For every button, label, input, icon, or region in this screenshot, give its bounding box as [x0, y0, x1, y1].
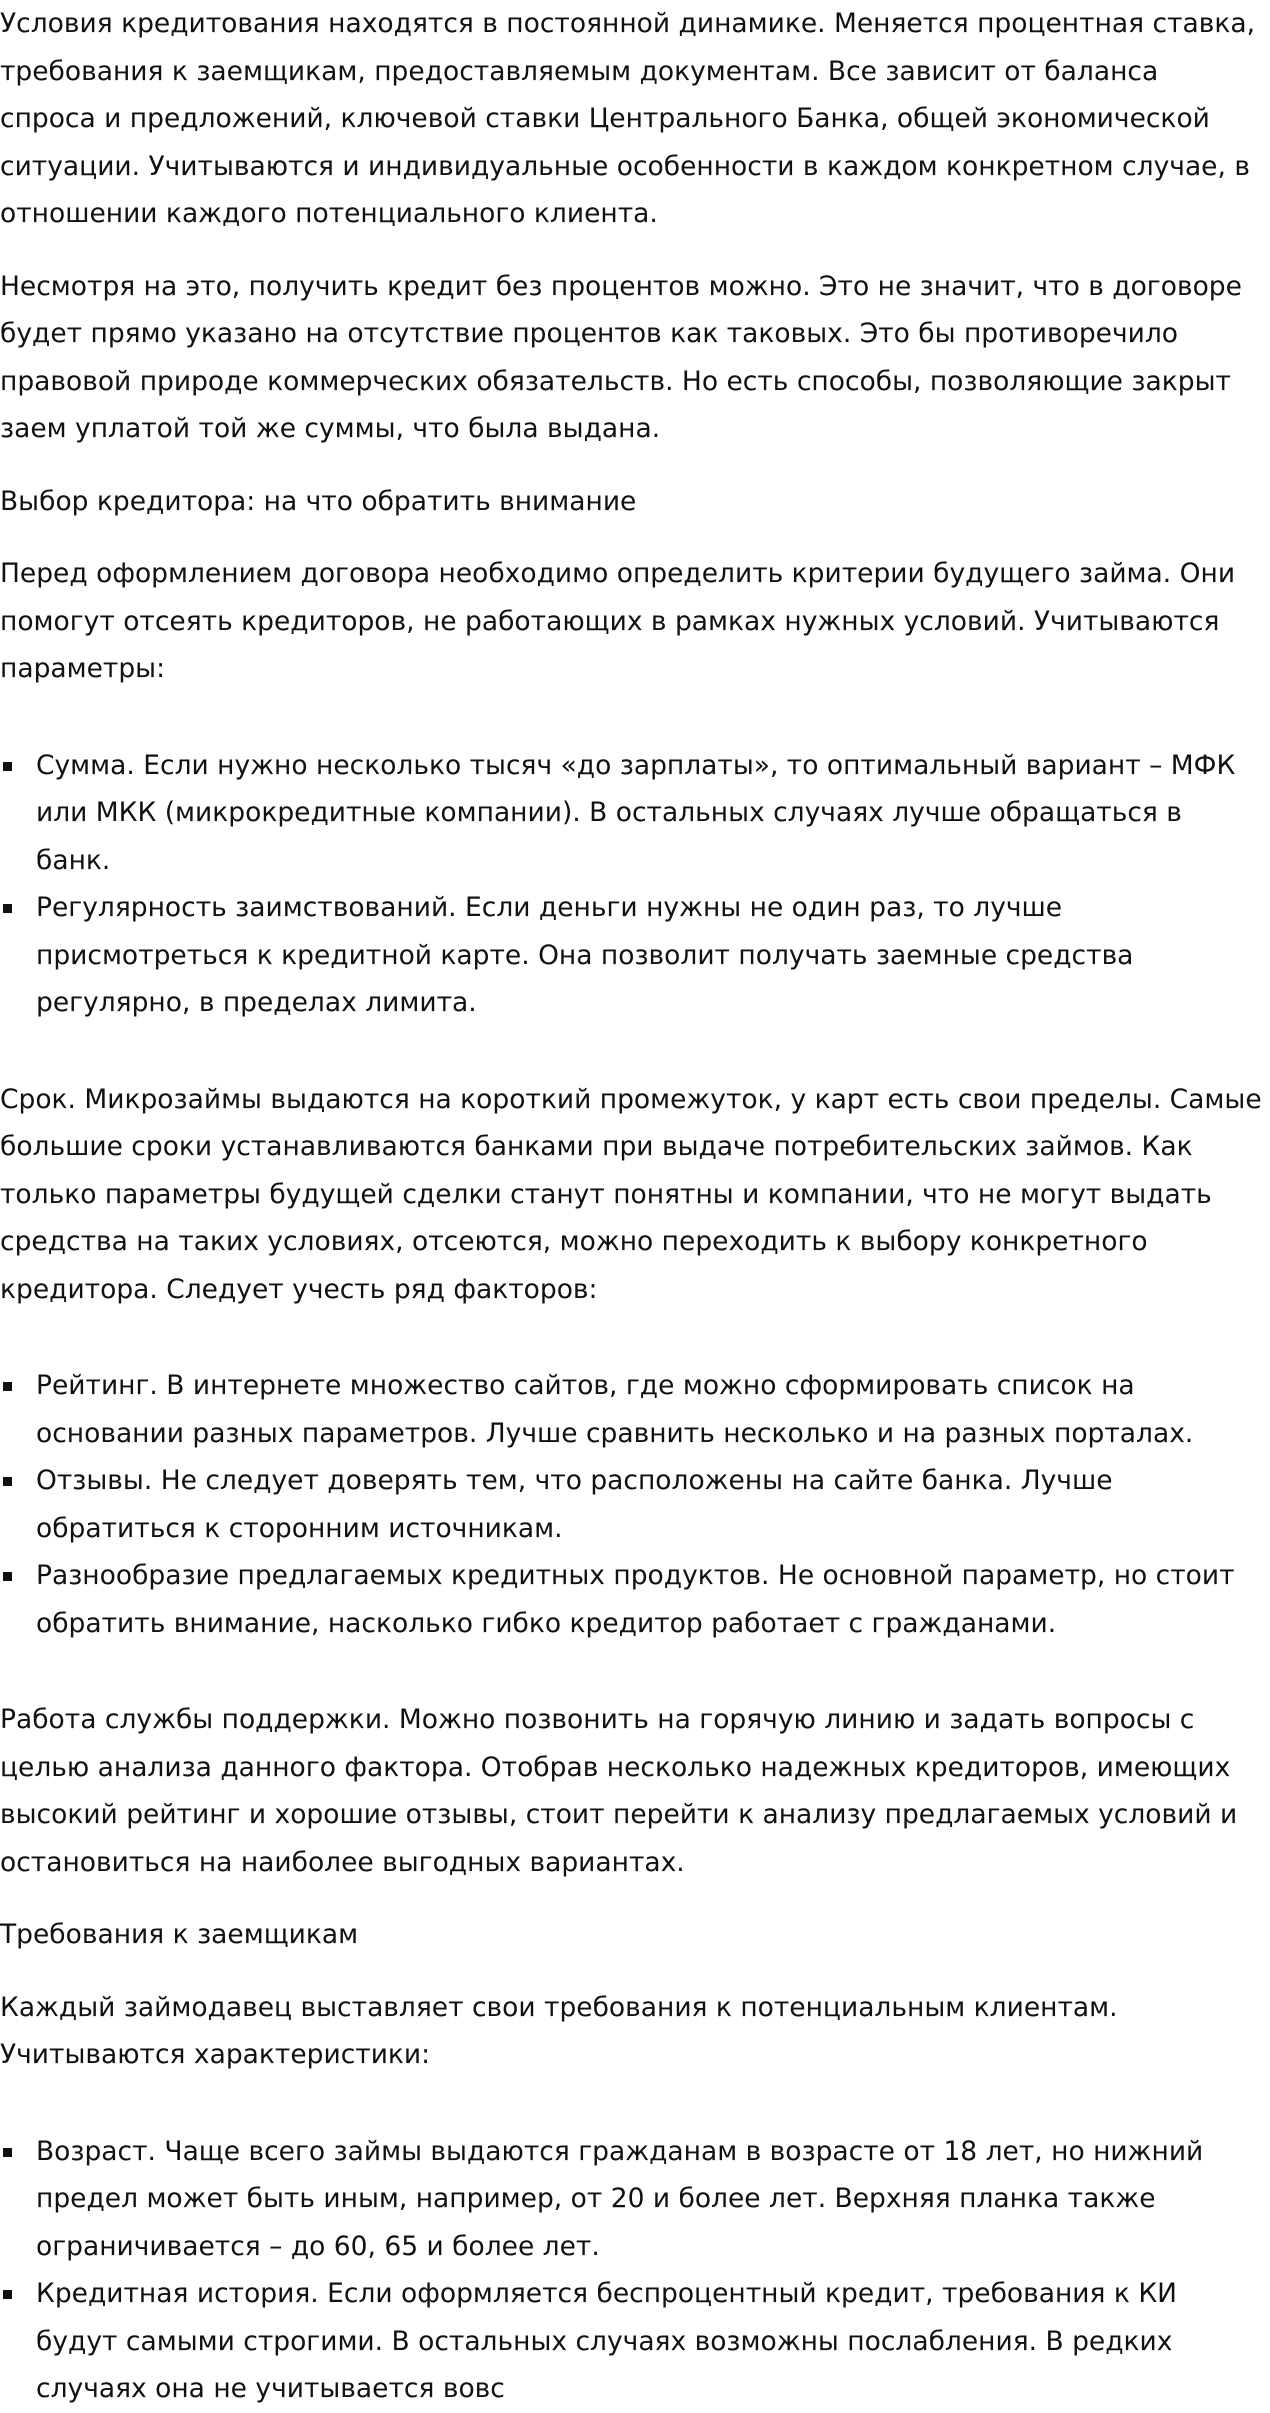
- paragraph-support: Работа службы поддержки. Можно позвонить на горячую линию и задать вопросы с целью анализа данного фактора. Отобрав несколько надежных кредиторов, имеющих высокий рейтинг и хорошие отзывы, стоит перейти к анализу предлагаемых условий и остановиться на наиболее выгодных вариантах.: [0, 1704, 1238, 1878]
- paragraph-term: Срок. Микрозаймы выдаются на короткий промежуток, у карт есть свои пределы. Самые большие сроки устанавливаются банками при выдаче потребительских займов. Как только параметры будущей сделки станут понятны и компании, что не могут выдать средства на таких условиях, отсеются, можно переходить к выбору конкретного кредитора. Следует учесть ряд факторов:: [0, 1083, 1262, 1305]
- criteria-list: [0, 742, 1262, 1027]
- list-item: Рейтинг. В интернете множество сайтов, где можно сформировать список на основании разных параметров. Лучше сравнить несколько и на разных порталах.: [0, 1362, 1262, 1457]
- paragraph-intro: Условия кредитования находятся в постоянной динамике. Меняется процентная ставка, требования к заемщикам, предоставляемым документам. Все зависит от баланса спроса и предложений, ключевой ставки Центрального Банка, общей экономической ситуации. Учитываются и индивидуальные особенности в каждом конкретном случае, в отношении каждого потенциального клиента.: [0, 8, 1256, 229]
- paragraph-no-interest: Несмотря на это, получить кредит без процентов можно. Это не значит, что в договоре будет прямо указано на отсутствие процентов как таковых. Это бы противоречило правовой природе коммерческих обязательств. Но есть способы, позволяющие закрыт заем уплатой той же суммы, что была выдана.: [0, 270, 1242, 444]
- list-item: Возраст. Чаще всего займы выдаются гражданам в возрасте от 18 лет, но нижний предел может быть иным, например, от 20 и более лет. Верхняя планка также ограничивается – до 60, 65 и более лет.: [0, 2128, 1262, 2271]
- list-item: Регулярность заимствований. Если деньги нужны не один раз, то лучше присмотреться к кредитной карте. Она позволит получать заемные средства регулярно, в пределах лимита.: [0, 884, 1262, 1027]
- list-item: Кредитная история. Если оформляется беспроцентный кредит, требования к КИ будут самыми строгими. В остальных случаях возможны послабления. В редких случаях она не учитывается вовс: [0, 2270, 1262, 2413]
- list-item: Отзывы. Не следует доверять тем, что расположены на сайте банка. Лучше обратиться к сторонним источникам.: [0, 1457, 1262, 1552]
- section-heading-choose-lender: Выбор кредитора: на что обратить внимание: [0, 485, 637, 517]
- list-item: Сумма. Если нужно несколько тысяч «до зарплаты», то оптимальный вариант – МФК или МКК (микрокредитные компании). В остальных случаях лучше обращаться в банк.: [0, 742, 1262, 885]
- paragraph-requirements: Каждый займодавец выставляет свои требования к потенциальным клиентам. Учитываются характеристики:: [0, 1991, 1118, 2070]
- paragraph-criteria: Перед оформлением договора необходимо определить критерии будущего займа. Они помогут отсеять кредиторов, не работающих в рамках нужных условий. Учитываются параметры:: [0, 558, 1236, 684]
- factors-list: [0, 1362, 1262, 1647]
- requirements-list: [0, 2128, 1262, 2413]
- list-item: Разнообразие предлагаемых кредитных продуктов. Не основной параметр, но стоит обратить внимание, насколько гибко кредитор работает с гражданами.: [0, 1552, 1262, 1647]
- section-heading-requirements: Требования к заемщикам: [0, 1919, 359, 1950]
